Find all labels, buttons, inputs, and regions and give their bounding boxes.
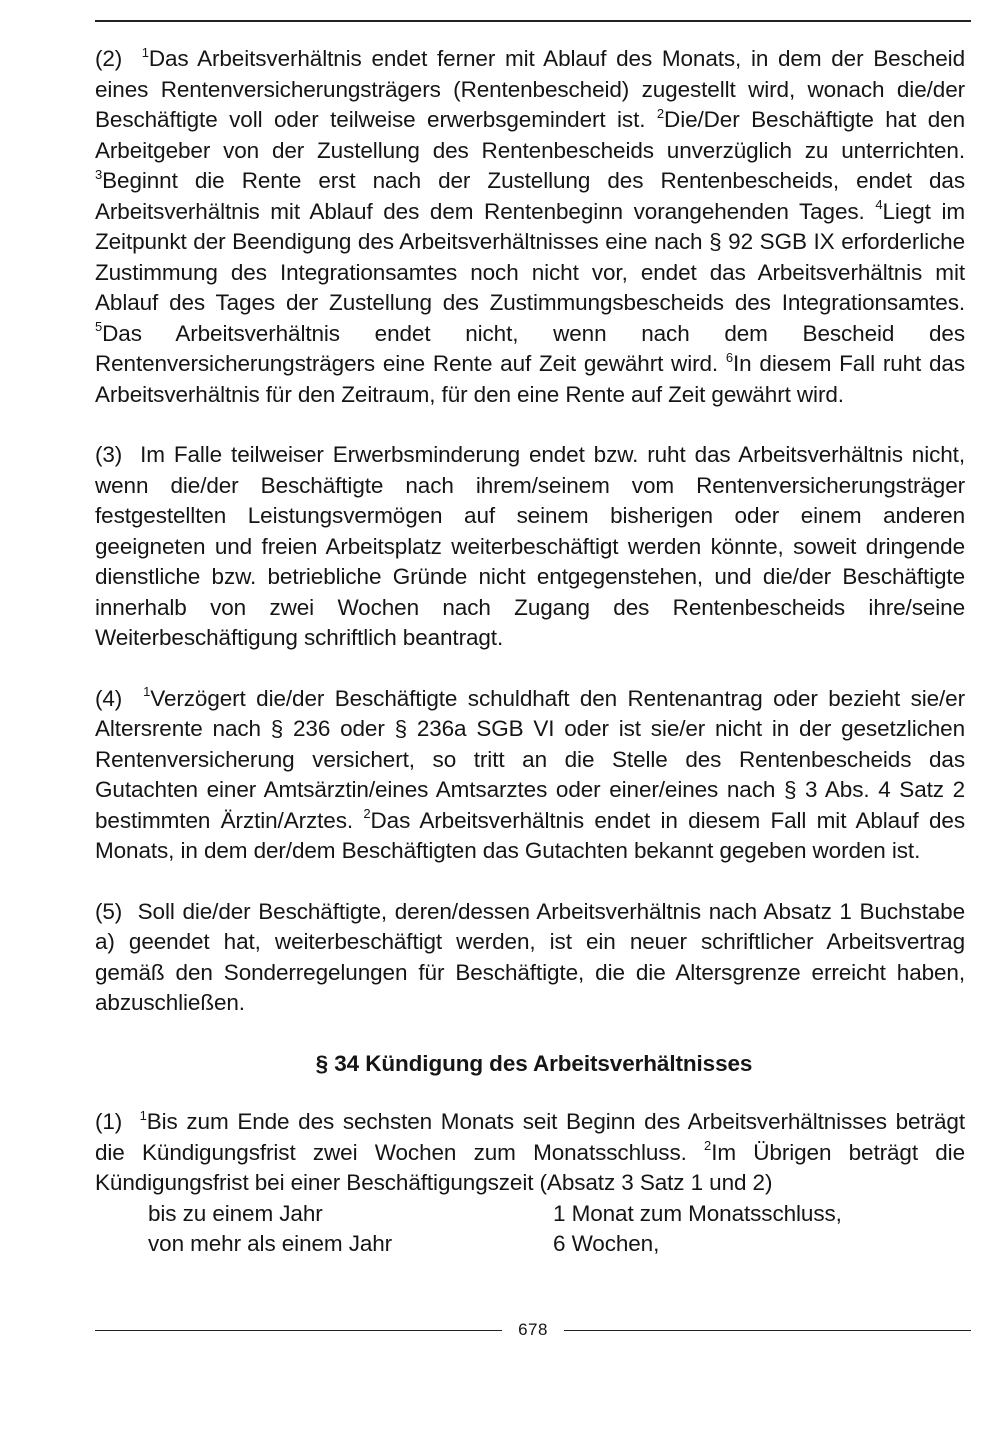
page-number: 678 [518, 1320, 548, 1339]
sentence-text: Das Arbeitsverhältnis endet nicht, wenn nach dem Bescheid des Rentenversicherungsträgers eine Rente auf Zeit gewährt wird. [95, 320, 965, 376]
sentence-number: 2 [363, 806, 371, 821]
sentence-text: Bis zum Ende des sechsten Monats seit Beginn des Arbeitsverhältnisses beträgt die Kündigungsfrist zwei Wochen zum Monatsschluss. [95, 1109, 965, 1165]
sentence-text: In diesem Fall ruht das Arbeitsverhältnis für den Zeitraum, für den eine Rente auf Zeit gewährt wird. [95, 351, 965, 407]
paragraph-3 [95, 440, 965, 654]
paragraph-4 [95, 684, 965, 867]
notice-period-row [95, 1199, 965, 1230]
paragraph-number: (3) [95, 442, 123, 467]
sentence-number: 3 [95, 166, 103, 182]
paragraph-number: (4) [95, 685, 123, 711]
sentence-text: Die/Der Beschäftigte hat den Arbeitgeber von der Zustellung des Rentenbescheids unverzüglich zu unterrichten. [95, 107, 965, 163]
sentence-number: 4 [875, 197, 883, 212]
sentence-text: Liegt im Zeitpunkt der Beendigung des Arbeitsverhältnisses eine nach § 92 SGB IX erforderliche Zustimmung des Integrationsamtes noch nicht vor, endet das Arbeitsverhältnis mit Ablauf des Tages der Zustellung des Zustimmungsbescheids des Integrationsamtes. [95, 198, 965, 315]
section-paragraph-1 [95, 1107, 965, 1199]
sentence-number: 2 [656, 105, 665, 121]
paragraph-text: Im Falle teilweiser Erwerbsminderung endet bzw. ruht das Arbeitsverhältnis nicht, wenn die/der Beschäftigte nach ihrem/seinem vom Rentenversicherungsträger festgestellten Leistungsvermögen auf seinem bisherigen oder einem anderen geeigneten und freien Arbeitsplatz weiterbeschäftigt werden könnte, soweit dringende dienstliche bzw. betriebliche Gründe nicht entgegenstehen, und die/der Beschäftigte innerhalb von zwei Wochen nach Zugang des Rentenbescheids ihre/seine Weiterbeschäftigung schriftlich beantragt. [95, 442, 965, 650]
sentence-text: Das Arbeitsverhältnis endet ferner mit Ablauf des Monats, in dem der Bescheid eines Rentenversicherungsträgers (Rentenbescheid) zugestellt wird, wonach die/der Beschäftigte voll oder teilweise erwerbsgemindert ist. [95, 46, 965, 132]
sentence-number: 6 [725, 349, 734, 365]
paragraph-2 [95, 44, 965, 410]
sentence-text: Beginnt die Rente erst nach der Zustellung des Rentenbescheids, endet das Arbeitsverhältnis mit Ablauf des dem Rentenbeginn vorangehenden Tages. [95, 168, 965, 224]
sentence-number: 1 [139, 1107, 147, 1123]
sentence-3 [95, 168, 965, 224]
sentence-number: 5 [95, 319, 103, 334]
paragraph-number: (1) [95, 1109, 123, 1134]
section-heading: § 34 Kündigung des Arbeitsverhältnisses [315, 1050, 753, 1076]
sentence-number: 2 [704, 1138, 712, 1153]
page-footer [95, 1318, 971, 1342]
page-body [95, 44, 965, 1260]
employment-period: von mehr als einem Jahr [148, 1231, 393, 1256]
notice-period-list [95, 1199, 965, 1260]
footer-rule-right [564, 1330, 971, 1331]
footer-rule-left [95, 1330, 502, 1331]
sentence-number: 1 [143, 684, 151, 699]
notice-period: 6 Wochen, [553, 1231, 660, 1256]
sentence-text: Verzögert die/der Beschäftigte schuldhaft den Rentenantrag oder bezieht sie/er Altersrente nach § 236 oder § 236a SGB VI oder ist sie/er nicht in der gesetzlichen Rentenversicherung versichert, so tritt an die Stelle des Rentenbescheids das Gutachten einer Amtsärztin/eines Amtsarztes oder einer/eines nach § 3 Abs. 4 Satz 2 bestimmten Ärztin/Arztes. [95, 685, 965, 833]
top-rule [95, 20, 971, 22]
paragraph-number: (5) [95, 898, 123, 924]
notice-period: 1 Monat zum Monatsschluss, [553, 1200, 842, 1226]
notice-period-row [95, 1229, 965, 1260]
paragraph-text: Soll die/der Beschäftigte, deren/dessen Arbeitsverhältnis nach Absatz 1 Buchstabe a) geendet hat, weiterbeschäftigt werden, ist ein neuer schriftlicher Arbeitsvertrag gemäß den Sonderregelungen für Beschäftigte, die die Altersgrenze erreicht haben, abzuschließen. [95, 898, 965, 1015]
sentence-number: 1 [141, 44, 149, 60]
paragraph-5 [95, 897, 965, 1019]
employment-period: bis zu einem Jahr [148, 1200, 323, 1226]
sentence-text: Das Arbeitsverhältnis endet in diesem Fall mit Ablauf des Monats, in dem der/dem Beschäftigten das Gutachten bekannt gegeben worden ist. [95, 807, 965, 863]
paragraph-number: (2) [95, 46, 123, 71]
sentence-text: Im Übrigen beträgt die Kündigungsfrist bei einer Beschäftigungszeit (Absatz 3 Satz 1 und 2) [95, 1139, 965, 1195]
